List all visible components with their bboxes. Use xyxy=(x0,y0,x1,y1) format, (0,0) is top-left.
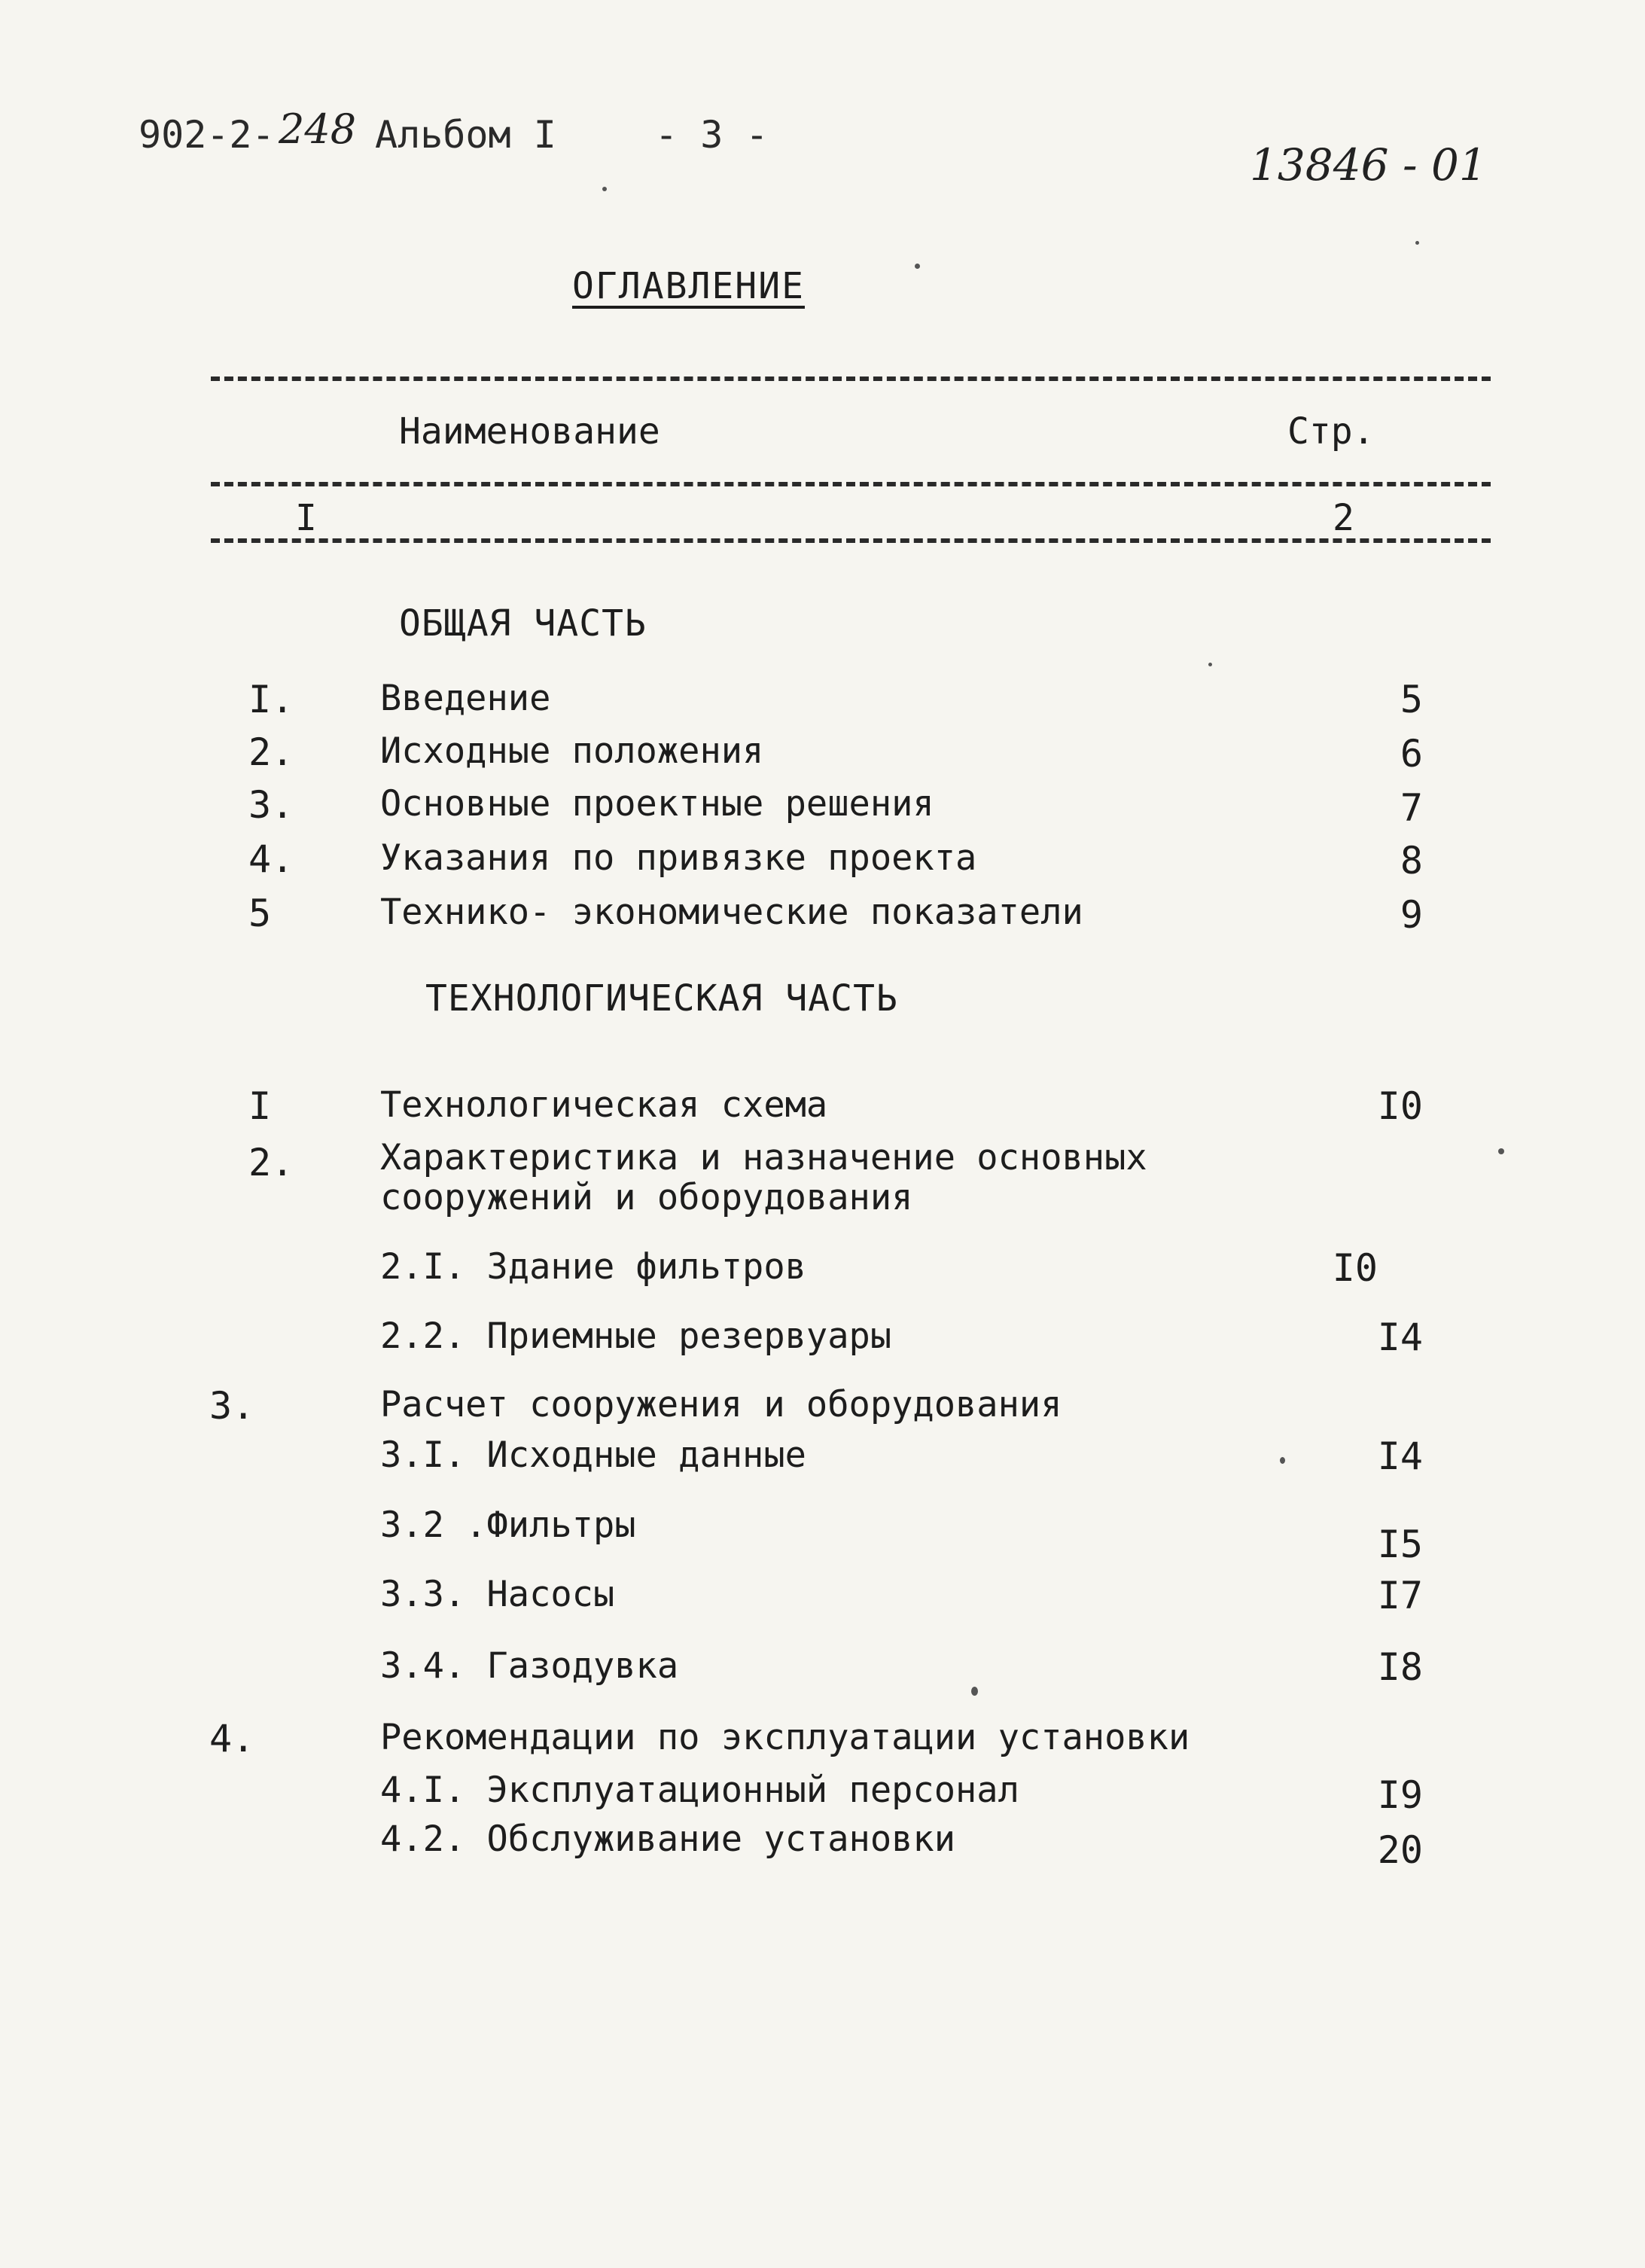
toc-number: 4. xyxy=(209,1717,255,1760)
toc-entry: Технологическая схема xyxy=(380,1084,828,1126)
toc-title: ОГЛАВЛЕНИЕ xyxy=(572,265,805,307)
toc-page: I8 xyxy=(1377,1645,1423,1689)
toc-number: 2. xyxy=(248,730,294,774)
doc-code-handwritten: 248 xyxy=(279,105,357,153)
toc-page: I9 xyxy=(1377,1773,1423,1817)
scan-speck xyxy=(971,1687,978,1696)
scan-speck xyxy=(1498,1148,1504,1154)
toc-entry: Основные проектные решения xyxy=(380,783,934,825)
toc-entry-continuation: сооружений и оборудования xyxy=(380,1177,913,1218)
toc-page: 6 xyxy=(1400,732,1423,776)
toc-entry: Расчет сооружения и оборудования xyxy=(380,1384,1062,1425)
column-name-header: Наименование xyxy=(399,410,660,453)
toc-page: I0 xyxy=(1332,1246,1378,1290)
toc-number: 3. xyxy=(248,783,294,827)
toc-entry: Введение xyxy=(380,678,551,719)
toc-page: 9 xyxy=(1400,893,1423,937)
toc-subentry: 2.I. Здание фильтров xyxy=(380,1246,806,1288)
scan-speck xyxy=(602,187,607,191)
toc-entry: Рекомендации по эксплуатации установки xyxy=(380,1717,1190,1758)
toc-subentry: 3.2 .Фильтры xyxy=(380,1504,636,1546)
toc-number: 4. xyxy=(248,837,294,881)
toc-subentry: 3.3. Насосы xyxy=(380,1574,615,1615)
column-index-name: I xyxy=(295,497,317,539)
scan-speck xyxy=(915,264,920,269)
toc-page: I7 xyxy=(1377,1574,1423,1617)
album-label: Альбом I xyxy=(375,113,556,157)
column-index-page: 2 xyxy=(1333,497,1354,539)
toc-entry: Технико- экономические показатели xyxy=(380,892,1083,933)
scan-speck xyxy=(1415,241,1419,245)
toc-entry: Исходные положения xyxy=(380,730,764,772)
toc-number: 3. xyxy=(209,1384,255,1428)
toc-entry: Характеристика и назначение основных xyxy=(380,1137,1147,1178)
scan-speck xyxy=(1280,1457,1285,1464)
toc-number: 2. xyxy=(248,1141,294,1184)
header-rule-top xyxy=(211,376,1491,381)
toc-entry: Указания по привязке проекта xyxy=(380,837,977,879)
toc-subentry: 3.4. Газодувка xyxy=(380,1645,679,1687)
toc-subentry: 4.I. Эксплуатационный персонал xyxy=(380,1770,1019,1811)
toc-page: 5 xyxy=(1400,678,1423,721)
doc-code-prefix: 902-2- xyxy=(139,113,275,157)
toc-page: I4 xyxy=(1377,1315,1423,1359)
toc-number: 5 xyxy=(248,892,272,935)
header-rule-middle xyxy=(211,482,1491,486)
toc-page: 20 xyxy=(1377,1828,1423,1872)
toc-subentry: 2.2. Приемные резервуары xyxy=(380,1315,892,1357)
scan-speck xyxy=(1208,663,1212,666)
section-general-title: ОБЩАЯ ЧАСТЬ xyxy=(399,602,647,645)
toc-subentry: 4.2. Обслуживание установки xyxy=(380,1818,956,1860)
page-number: - 3 - xyxy=(655,113,769,157)
toc-page: I0 xyxy=(1377,1084,1423,1128)
inventory-number: 13846 - 01 xyxy=(1250,139,1487,191)
toc-subentry: 3.I. Исходные данные xyxy=(380,1434,806,1476)
toc-page: I5 xyxy=(1377,1523,1423,1566)
header-rule-bottom xyxy=(211,538,1491,543)
section-tech-title: ТЕХНОЛОГИЧЕСКАЯ ЧАСТЬ xyxy=(425,977,898,1020)
toc-number: I xyxy=(248,1084,272,1128)
toc-page: 8 xyxy=(1400,839,1423,883)
toc-page: I4 xyxy=(1377,1434,1423,1478)
toc-number: I. xyxy=(248,678,294,721)
column-page-header: Стр. xyxy=(1287,410,1375,453)
toc-page: 7 xyxy=(1400,786,1423,830)
